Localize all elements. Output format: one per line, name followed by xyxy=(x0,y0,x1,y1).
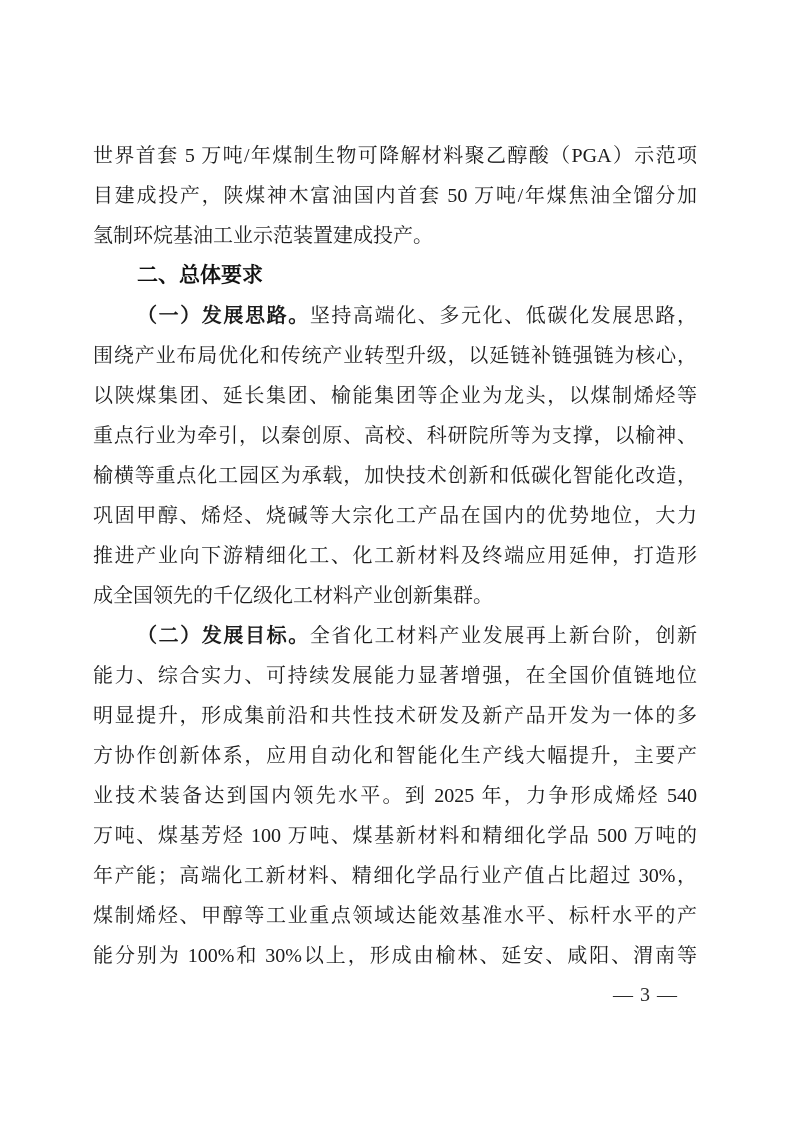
text-line xyxy=(93,256,697,296)
text-line xyxy=(93,816,697,856)
paragraph-text: 煤制烯烃、甲醇等工业重点领域达能效基准水平、标杆水平的产 xyxy=(93,905,697,927)
text-line xyxy=(93,856,697,896)
paragraph-text: 世界首套 5 万吨/年煤制生物可降解材料聚乙醇酸（PGA）示范项 xyxy=(93,145,697,167)
paragraph-lead-text: （二）发展目标。 xyxy=(137,625,310,647)
para-development-approach xyxy=(93,296,697,616)
page-number: — 3 — xyxy=(613,984,678,1006)
paragraph-text: 成全国领先的千亿级化工材料产业创新集群。 xyxy=(93,585,493,607)
text-line xyxy=(93,696,697,736)
paragraph-text: 目建成投产，陕煤神木富油国内首套 50 万吨/年煤焦油全馏分加 xyxy=(93,185,697,207)
paragraph-text: 明显提升，形成集前沿和共性技术研发及新产品开发为一体的多 xyxy=(93,705,697,727)
text-line xyxy=(93,296,697,336)
paragraph-text: 业技术装备达到国内领先水平。到 2025 年，力争形成烯烃 540 xyxy=(93,785,697,807)
paragraph-lead-text: （一）发展思路。 xyxy=(137,305,310,327)
text-line xyxy=(93,136,697,176)
text-line xyxy=(93,616,697,656)
paragraph-text: 氢制环烷基油工业示范装置建成投产。 xyxy=(93,225,433,247)
text-line xyxy=(93,456,697,496)
text-line xyxy=(93,576,697,616)
para-development-goals xyxy=(93,616,697,976)
paragraph-text: 二、总体要求 xyxy=(137,264,263,287)
paragraph-text: 重点行业为牵引，以秦创原、高校、科研院所等为支撑，以榆神、 xyxy=(93,425,697,447)
paragraph-text: 能力、综合实力、可持续发展能力显著增强，在全国价值链地位 xyxy=(93,665,697,687)
heading-section-2 xyxy=(93,256,697,296)
paragraph-text: 全省化工材料产业发展再上新台阶，创新 xyxy=(309,625,697,647)
text-line xyxy=(93,216,697,256)
paragraph-text: 巩固甲醇、烯烃、烧碱等大宗化工产品在国内的优势地位，大力 xyxy=(93,505,697,527)
text-line xyxy=(93,416,697,456)
text-line xyxy=(93,656,697,696)
text-line xyxy=(93,496,697,536)
text-line xyxy=(93,376,697,416)
text-line xyxy=(93,936,697,976)
paragraph-text: 坚持高端化、多元化、低碳化发展思路， xyxy=(309,305,697,327)
text-line xyxy=(93,536,697,576)
text-line xyxy=(93,176,697,216)
text-line xyxy=(93,736,697,776)
paragraph-text: 方协作创新体系，应用自动化和智能化生产线大幅提升，主要产 xyxy=(93,745,697,767)
paragraph-text: 能分别为 100%和 30%以上，形成由榆林、延安、咸阳、渭南等 xyxy=(93,945,697,967)
paragraph-text: 万吨、煤基芳烃 100 万吨、煤基新材料和精细化学品 500 万吨的 xyxy=(93,825,697,847)
paragraph-text: 推进产业向下游精细化工、化工新材料及终端应用延伸，打造形 xyxy=(93,545,697,567)
text-line xyxy=(93,336,697,376)
para-continuation-projects xyxy=(93,136,697,256)
text-line xyxy=(93,776,697,816)
text-block xyxy=(93,136,697,976)
paragraph-text: 年产能；高端化工新材料、精细化学品行业产值占比超过 30%， xyxy=(93,865,697,887)
paragraph-text: 以陕煤集团、延长集团、榆能集团等企业为龙头，以煤制烯烃等 xyxy=(93,385,697,407)
text-line xyxy=(93,896,697,936)
paragraph-text: 榆横等重点化工园区为承载，加快技术创新和低碳化智能化改造， xyxy=(93,465,697,487)
paragraph-text: 围绕产业布局优化和传统产业转型升级，以延链补链强链为核心， xyxy=(93,345,697,367)
